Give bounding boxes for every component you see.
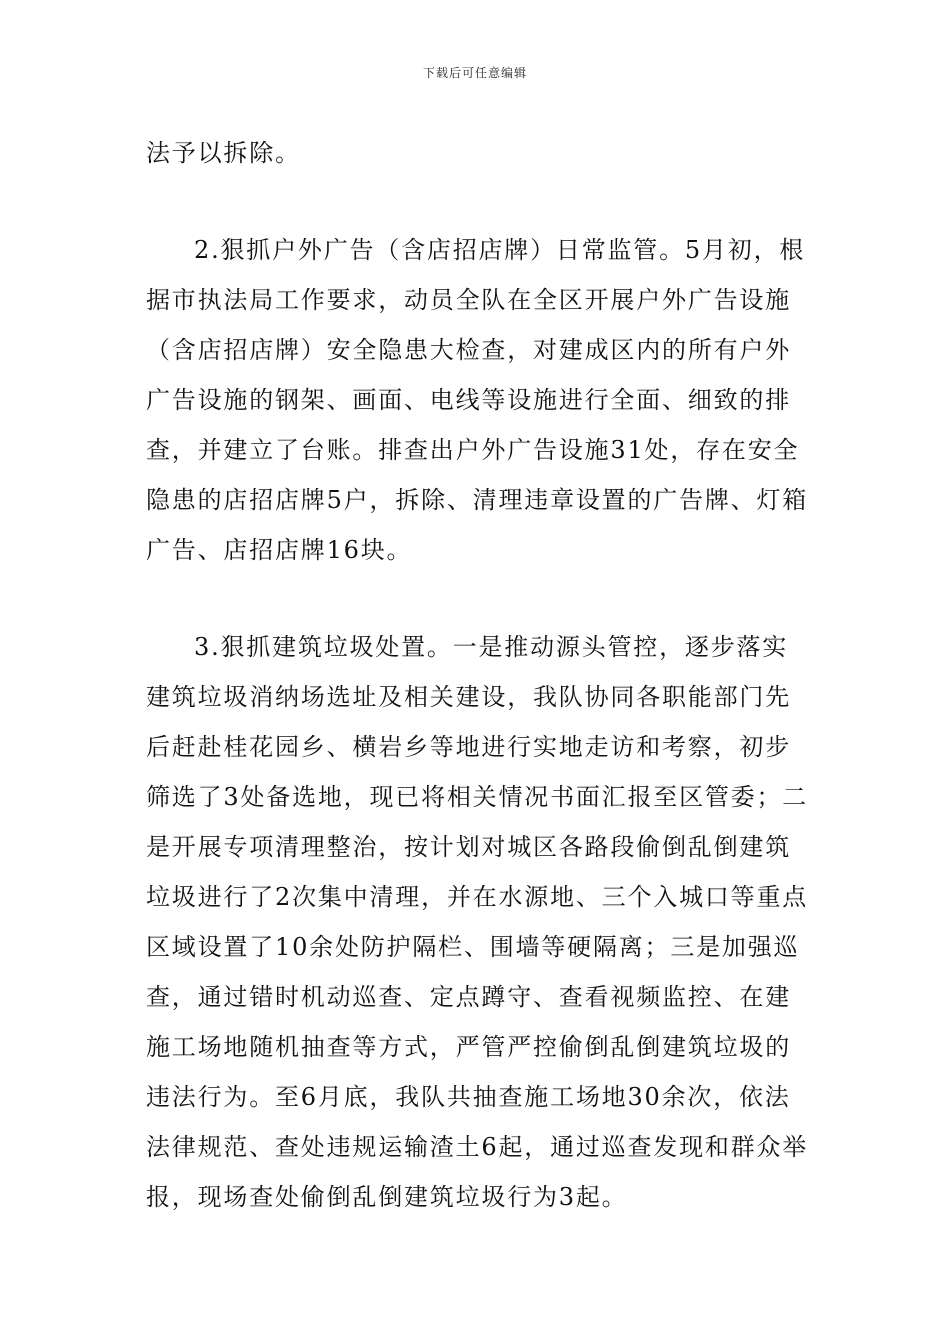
paragraph-line: （含店招店牌）安全隐患大检查，对建成区内的所有户外 (146, 336, 791, 364)
paragraph-line: 据市执法局工作要求，动员全队在全区开展户外广告设施 (146, 286, 791, 314)
paragraph-line: 查，并建立了台账。排查出户外广告设施31处，存在安全 (146, 436, 800, 464)
paragraph-line: 筛选了3处备选地，现已将相关情况书面汇报至区管委；二 (146, 783, 809, 811)
paragraph-line: 广告设施的钢架、画面、电线等设施进行全面、细致的排 (146, 386, 791, 414)
paragraph-line: 垃圾进行了2次集中清理，并在水源地、三个入城口等重点 (146, 883, 809, 911)
paragraph-line: 是开展专项清理整治，按计划对城区各路段偷倒乱倒建筑 (146, 833, 791, 861)
paragraph-line: 广告、店招店牌16块。 (146, 536, 413, 564)
page-header: 下载后可任意编辑 (422, 66, 527, 80)
paragraph-line: 法律规范、查处违规运输渣土6起，通过巡查发现和群众举 (146, 1133, 809, 1161)
paragraph-line: 法予以拆除。 (146, 139, 301, 167)
paragraph-line: 建筑垃圾消纳场选址及相关建设，我队协同各职能部门先 (146, 683, 791, 711)
paragraph-line: 后赶赴桂花园乡、横岩乡等地进行实地走访和考察，初步 (146, 733, 791, 761)
paragraph-line: 施工场地随机抽查等方式，严管严控偷倒乱倒建筑垃圾的 (146, 1033, 791, 1061)
paragraph-line: 违法行为。至6月底，我队共抽查施工场地30余次，依法 (146, 1083, 791, 1111)
paragraph-line: 隐患的店招店牌5户，拆除、清理违章设置的广告牌、灯箱 (146, 486, 809, 514)
paragraph-line: 区域设置了10余处防护隔栏、围墙等硬隔离；三是加强巡 (146, 933, 800, 961)
paragraph-line: 2.狠抓户外广告（含店招店牌）日常监管。5月初，根 (194, 236, 806, 264)
paragraph-line: 报，现场查处偷倒乱倒建筑垃圾行为3起。 (146, 1183, 628, 1211)
paragraph-line: 查，通过错时机动巡查、定点蹲守、查看视频监控、在建 (146, 983, 791, 1011)
paragraph-line: 3.狠抓建筑垃圾处置。一是推动源头管控，逐步落实 (194, 633, 789, 661)
